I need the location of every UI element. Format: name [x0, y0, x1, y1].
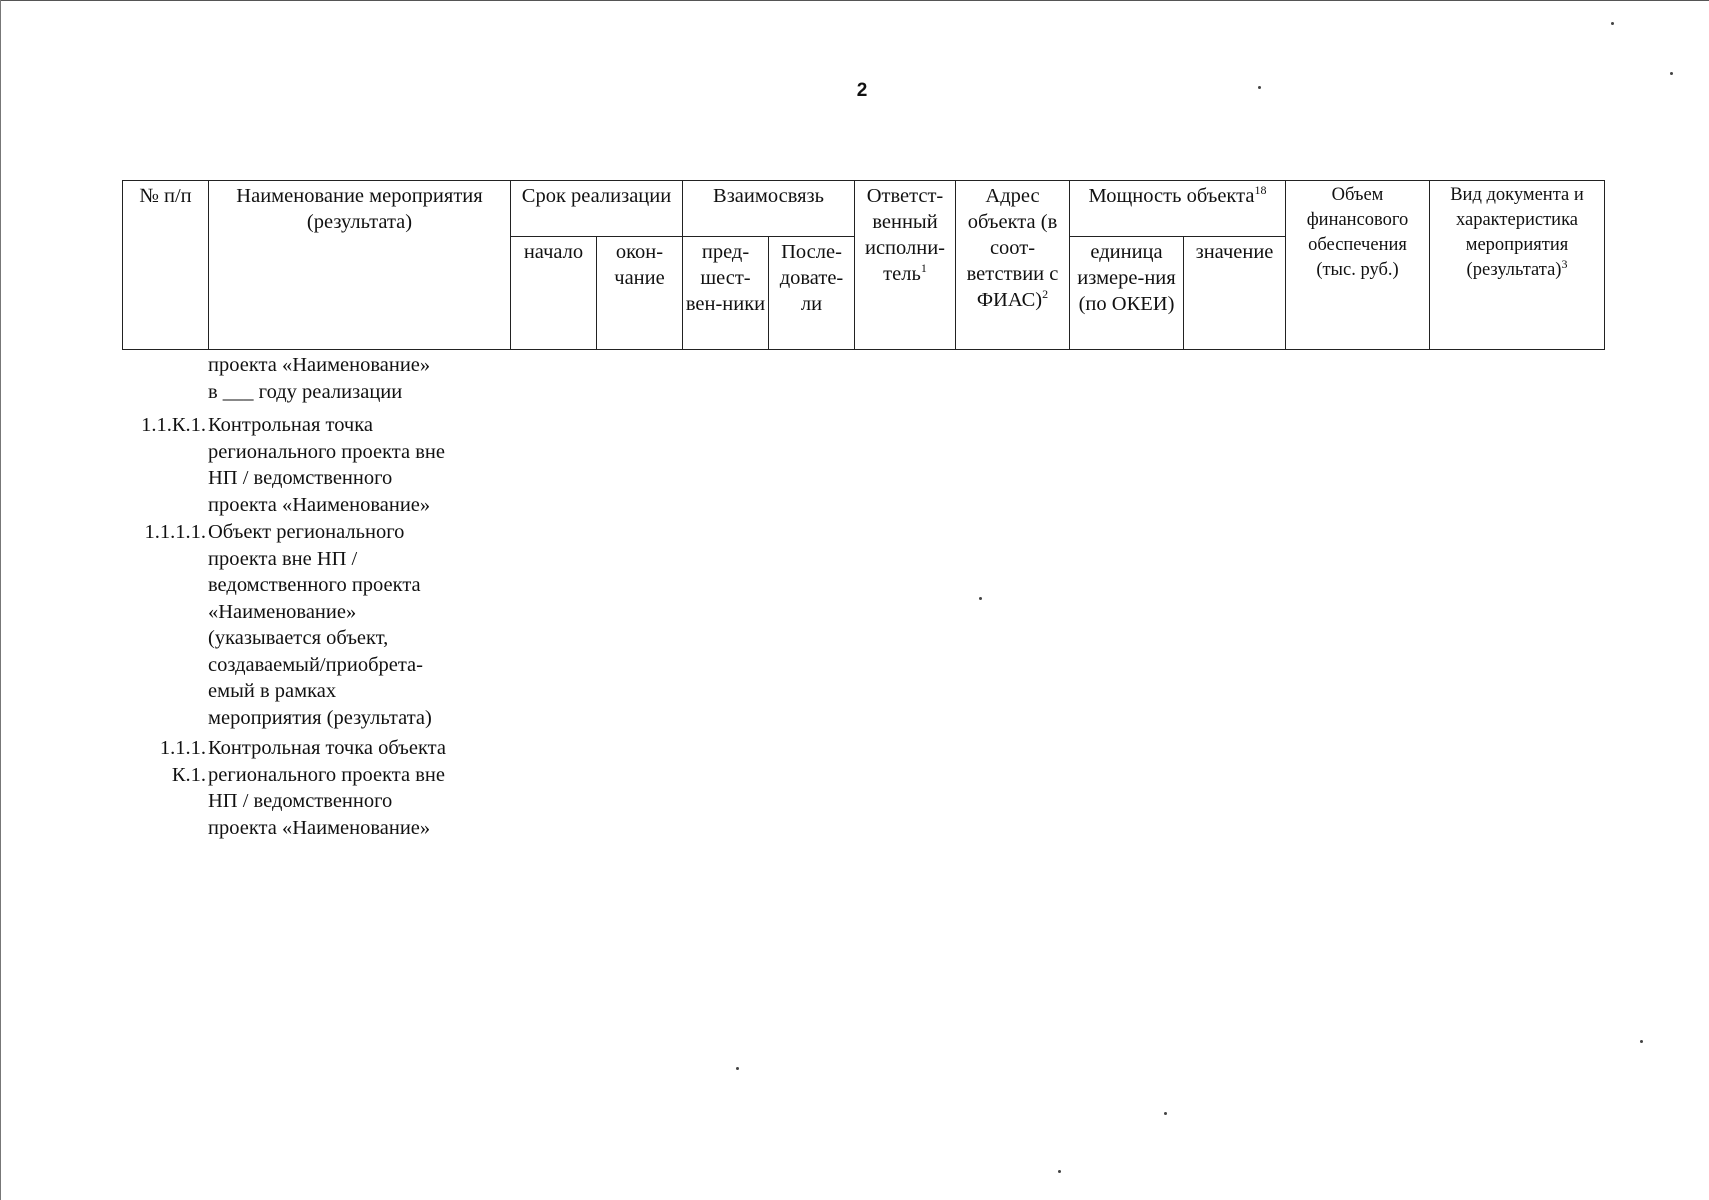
header-capacity-value: значение	[1184, 237, 1286, 350]
list-item-number: 1.1.1. К.1.	[159, 737, 206, 786]
page-border-left	[0, 0, 3, 1200]
header-doc: Вид документа и характеристика мероприятия (результата)$^3$	[1430, 181, 1605, 350]
header-name: Наименование мероприятия (результата)	[209, 181, 511, 350]
header-responsible: Ответст-венный исполни-тель$^1$	[855, 181, 956, 350]
header-relation: Взаимосвязь	[683, 181, 855, 237]
table-header	[122, 180, 1605, 350]
list-item-text: Контрольная точка объекта регионального проекта вне НП / ведомственного проекта «Наименование»	[208, 737, 446, 839]
header-period-start: начало	[511, 237, 597, 350]
list-item-number: 1.1.1.1.	[144, 521, 206, 543]
header-capacity: Мощность объекта$^{18}$	[1070, 181, 1286, 237]
footnote-18: 18	[1254, 183, 1267, 198]
list-item-number: 1.1.К.1.	[141, 414, 206, 436]
header-period-end: окон-чание	[597, 237, 683, 350]
footnote-2: 2	[1042, 287, 1049, 302]
header-address: Адрес объекта (в соот-ветствии с ФИАС)$^2$	[956, 181, 1070, 350]
page-border-top	[0, 0, 1709, 5]
header-capacity-unit: единица измере-ния (по ОКЕИ)	[1070, 237, 1184, 350]
header-successors: После-довате-ли	[769, 237, 855, 350]
list-item-text: Контрольная точка регионального проекта вне НП / ведомственного проекта «Наименование»	[208, 414, 445, 516]
footnote-3: 3	[1561, 256, 1568, 271]
header-no: № п/п	[123, 181, 209, 350]
header-finance: Объем финансового обеспечения (тыс. руб.)	[1286, 181, 1430, 350]
list-item-text: Объект регионального проекта вне НП / ведомственного проекта «Наименование» (указывается объект, создаваемый/приобрета- емый в рамках мероприятия (результата)	[208, 521, 432, 729]
footnote-1: 1	[920, 261, 927, 276]
header-predecessors: пред-шест-вен-ники	[683, 237, 769, 350]
list-item-text: проекта «Наименование» в ___ году реализации	[208, 354, 431, 403]
page-number: 2	[856, 80, 868, 101]
header-period: Срок реализации	[511, 181, 683, 237]
